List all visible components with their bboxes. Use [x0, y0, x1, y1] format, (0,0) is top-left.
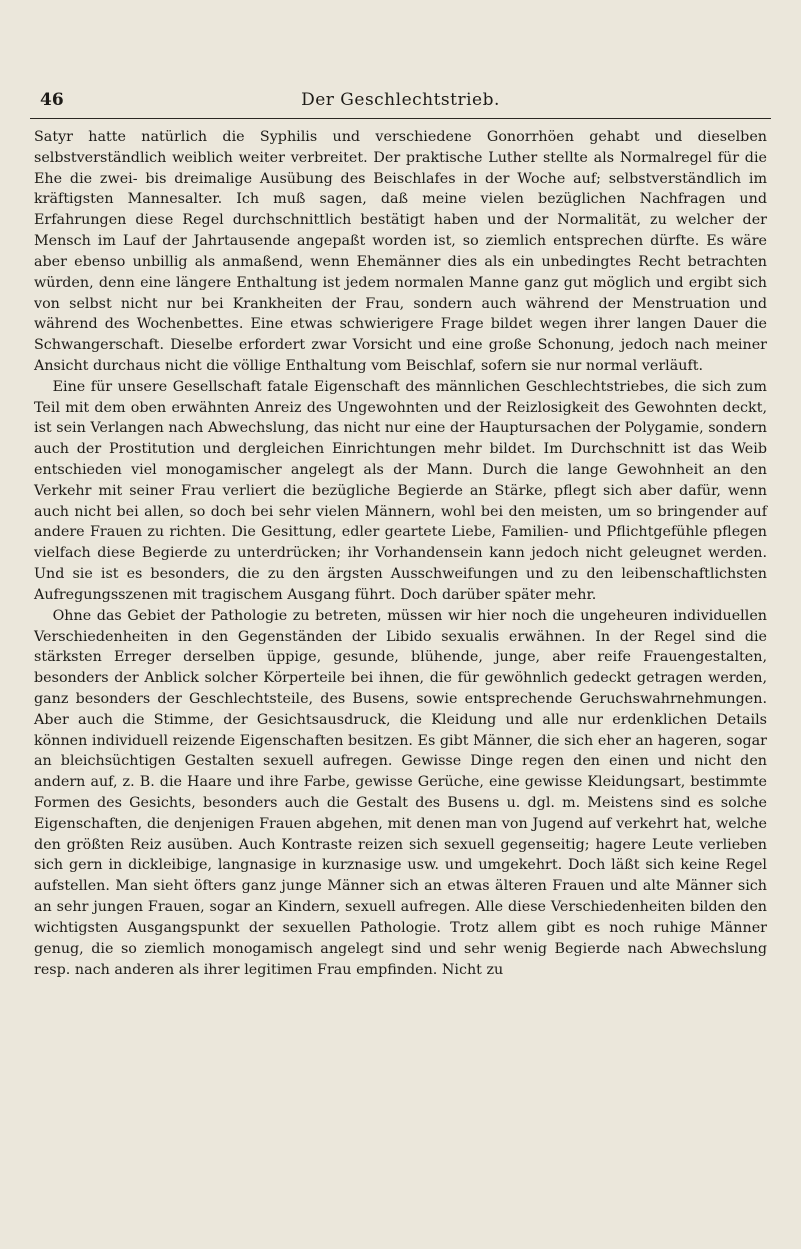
page-number: 46	[40, 90, 64, 110]
body-text	[34, 127, 767, 980]
running-title: Der Geschlechtstrieb.	[301, 90, 500, 110]
paragraph: Satyr hatte natürlich die Syphilis und verschiedene Gonorrhöen gehabt und dieselben selbstverständlich weiblich weiter verbreitet. Der praktische Luther stellte als Normalregel für die Ehe die zwei- bis dreimalige Ausübung des Beischlafes in der Woche auf; selbstverständlich im kräftigsten Mannesalter. Ich muß sagen, daß meine vielen bezüglichen Nachfragen und Erfahrungen diese Regel durchschnittlich bestätigt haben und der Normalität, zu welcher der Mensch im Lauf der Jahrtausende angepaßt worden ist, so ziemlich entsprechen dürfte. Es wäre aber ebenso unbillig als anmaßend, wenn Ehemänner dies als ein unbedingtes Recht betrachten würden, denn eine längere Enthaltung ist jedem normalen Manne ganz gut möglich und ergibt sich von selbst nicht nur bei Krankheiten der Frau, sondern auch während der Menstruation und während des Wochenbettes. Eine etwas schwierigere Frage bildet wegen ihrer langen Dauer die Schwangerschaft. Dieselbe erfordert zwar Vorsicht und eine große Schonung, jedoch nach meiner Ansicht durchaus nicht die völlige Enthaltung vom Beischlaf, sofern sie nur normal verläuft.	[34, 129, 767, 374]
running-head	[30, 90, 771, 119]
paragraph: Ohne das Gebiet der Pathologie zu betreten, müssen wir hier noch die ungeheuren individuellen Verschiedenheiten in den Gegenständen der Libido sexualis erwähnen. In der Regel sind die stärksten Erreger derselben üppige, gesunde, blühende, junge, aber reife Frauengestalten, besonders der Anblick solcher Körperteile bei ihnen, die für gewöhnlich gedeckt getragen werden, ganz besonders der Geschlechtsteile, des Busens, sowie entsprechende Geruchswahrnehmungen. Aber auch die Stimme, der Gesichtsausdruck, die Kleidung und alle nur erdenklichen Details können individuell reizende Eigenschaften besitzen. Es gibt Männer, die sich eher an hageren, sogar an bleichsüchtigen Gestalten sexuell aufregen. Gewisse Dinge regen den einen und nicht den andern auf, z. B. die Haare und ihre Farbe, gewisse Gerüche, eine gewisse Kleidungsart, bestimmte Formen des Gesichts, besonders auch die Gestalt des Busens u. dgl. m. Meistens sind es solche Eigenschaften, die denjenigen Frauen abgehen, mit denen man von Jugend auf verkehrt hat, welche den größten Reiz ausüben. Auch Kontraste reizen sich sexuell gegenseitig; hagere Leute verlieben sich gern in dickleibige, langnasige in kurznasige usw. und umgekehrt. Doch läßt sich keine Regel aufstellen. Man sieht öfters ganz junge Männer sich an etwas älteren Frauen und alte Männer sich an sehr jungen Frauen, sogar an Kindern, sexuell aufregen. Alle diese Verschiedenheiten bilden den wichtigsten Ausgangspunkt der sexuellen Pathologie. Trotz allem gibt es noch ruhige Männer genug, die so ziemlich monogamisch angelegt sind und sehr wenig Begierde nach Abwechslung resp. nach anderen als ihrer legitimen Frau empfinden. Nicht zu	[34, 607, 767, 978]
paragraph: Eine für unsere Gesellschaft fatale Eigenschaft des männlichen Geschlechtstriebes, die sich zum Teil mit dem oben erwähnten Anreiz des Ungewohnten und der Reizlosigkeit des Gewohnten deckt, ist sein Verlangen nach Abwechslung, das nicht nur eine der Hauptursachen der Polygamie, sondern auch der Prostitution und dergleichen Einrichtungen mehr bildet. Im Durchschnitt ist das Weib entschieden viel monogamischer angelegt als der Mann. Durch die lange Gewohnheit an den Verkehr mit seiner Frau verliert die bezügliche Begierde an Stärke, pflegt sich aber dafür, wenn auch nicht bei allen, so doch bei sehr vielen Männern, wohl bei den meisten, um so bringender auf andere Frauen zu richten. Die Gesittung, edler geartete Liebe, Familien- und Pflichtgefühle pflegen vielfach diese Begierde zu unterdrücken; ihr Vorhandensein kann jedoch nicht geleugnet werden. Und sie ist es besonders, die zu den ärgsten Ausschweifungen und zu den leibenschaftlichsten Aufregungsszenen mit tragischem Ausgang führt. Doch darüber später mehr.	[34, 378, 767, 603]
